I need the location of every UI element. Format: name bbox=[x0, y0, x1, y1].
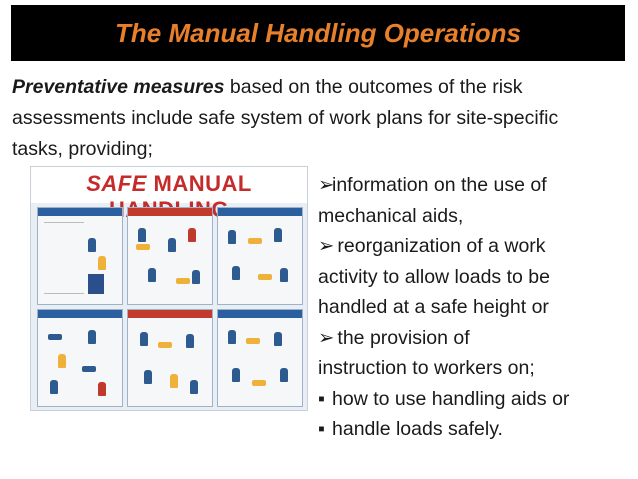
slide-title: The Manual Handling Operations bbox=[115, 17, 521, 48]
poster-panel bbox=[217, 309, 303, 407]
bullet-list bbox=[318, 170, 630, 445]
bullet-marker: ➢ bbox=[318, 326, 335, 349]
bullet-marker: ▪ bbox=[318, 387, 325, 410]
intro-paragraph bbox=[12, 72, 612, 165]
bullet-line bbox=[318, 323, 630, 354]
poster-panel bbox=[217, 207, 303, 305]
bullet-marker: ➢ bbox=[318, 174, 335, 196]
bullet-line bbox=[318, 292, 630, 323]
title-bar bbox=[11, 5, 625, 61]
bullet-line bbox=[318, 201, 630, 232]
bullet-line bbox=[318, 384, 630, 415]
bullet-text: mechanical aids, bbox=[318, 204, 464, 227]
bullet-text: the provision of bbox=[332, 326, 470, 349]
bullet-text: reorganization of a work bbox=[332, 235, 546, 257]
poster-panel bbox=[127, 207, 213, 305]
bullet-marker: ▪ bbox=[318, 418, 325, 440]
poster-title-safe: SAFE bbox=[86, 171, 147, 196]
bullet-line bbox=[318, 414, 630, 445]
bullet-line bbox=[318, 231, 630, 262]
bullet-text: handled at a safe height or bbox=[318, 296, 549, 318]
poster-title-rest: MANUAL bbox=[153, 171, 252, 196]
bullet-line bbox=[318, 353, 630, 384]
bullet-text: instruction to workers on; bbox=[318, 357, 535, 379]
safe-manual-handling-poster bbox=[30, 166, 308, 411]
bullet-line bbox=[318, 170, 630, 201]
bullet-line bbox=[318, 262, 630, 293]
bullet-text: information on the use of bbox=[332, 174, 547, 196]
poster-panel bbox=[127, 309, 213, 407]
intro-emphasis: Preventative measures bbox=[12, 76, 225, 98]
intro-text: based on the outcomes of the risk assessments include safe system of work plans for site-specific tasks, providing; bbox=[12, 76, 559, 160]
poster-panel bbox=[37, 207, 123, 305]
poster-panel bbox=[37, 309, 123, 407]
bullet-marker: ➢ bbox=[318, 235, 335, 257]
bullet-text: activity to allow loads to be bbox=[318, 265, 550, 288]
bullet-text: handle loads safely. bbox=[332, 418, 503, 440]
poster-panels bbox=[37, 207, 301, 405]
bullet-text: how to use handling aids or bbox=[332, 387, 570, 410]
